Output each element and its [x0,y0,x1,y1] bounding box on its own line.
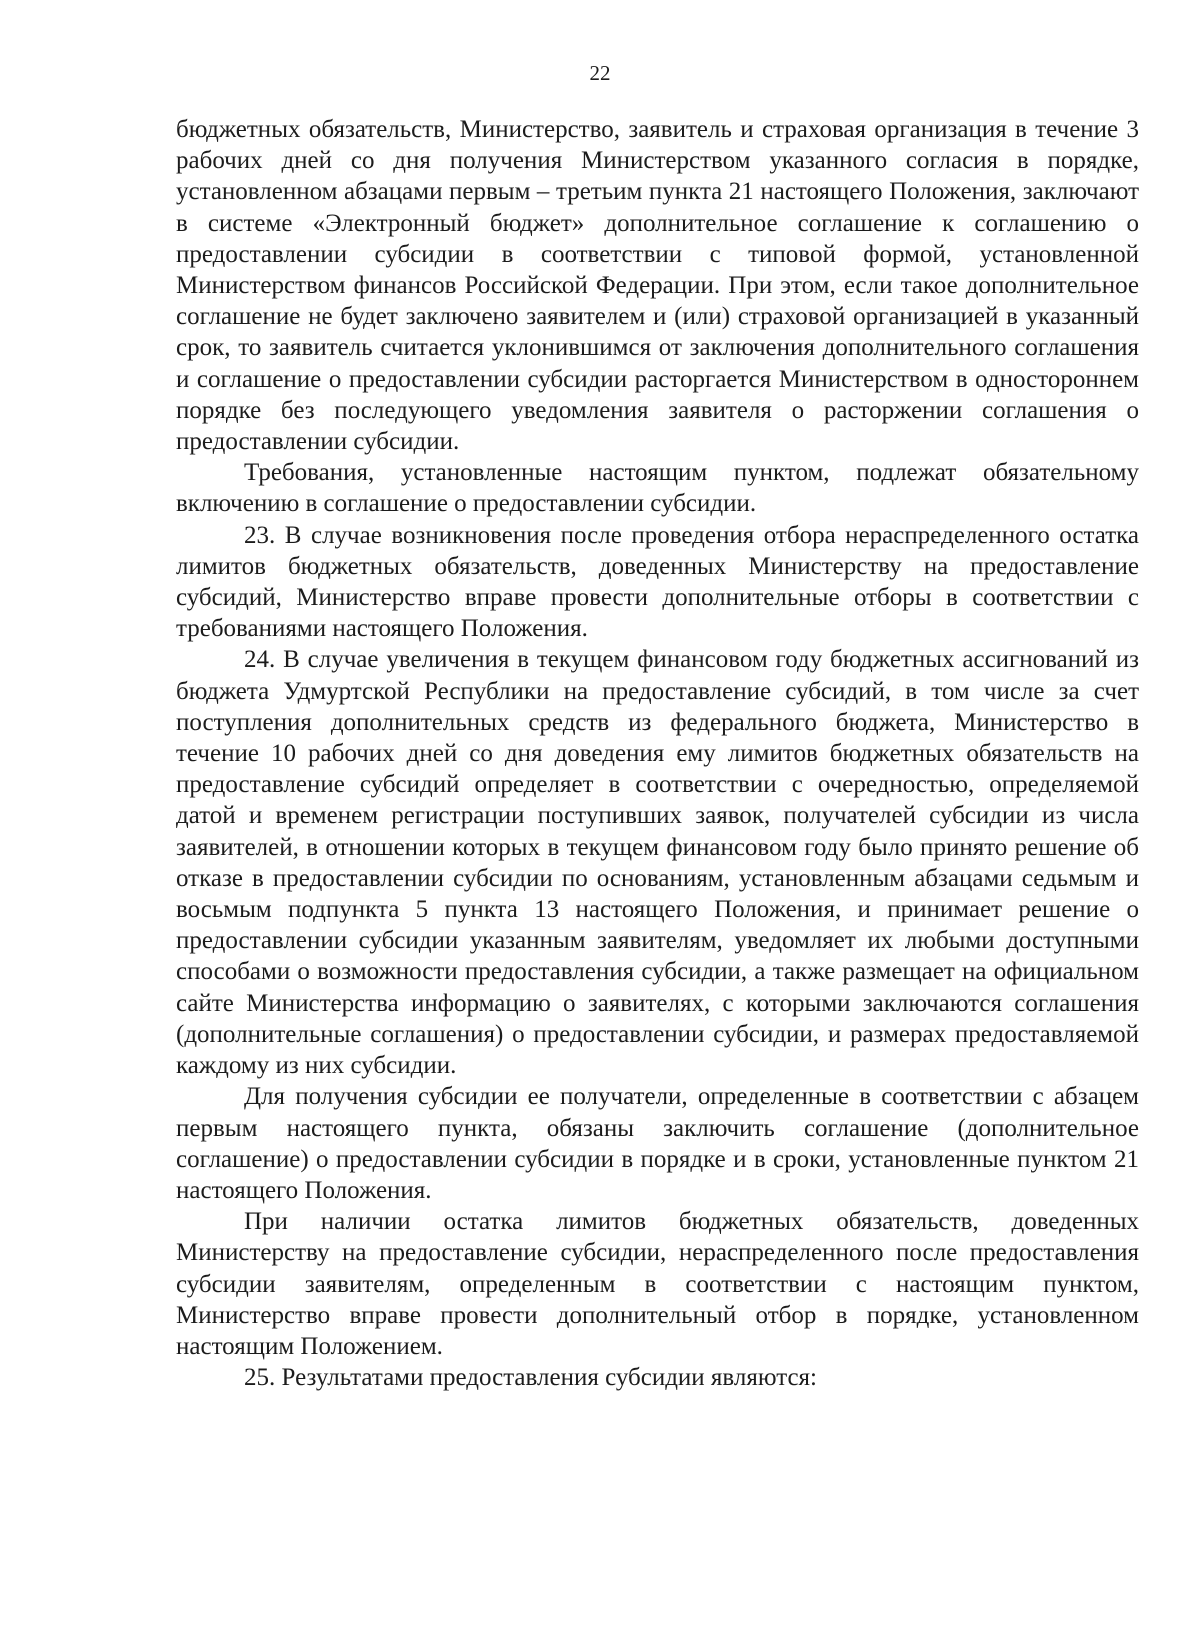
paragraph-continuation: бюджетных обязательств, Министерство, заявитель и страховая организация в течение 3 рабочих дней со дня получения Министерством указанного согласия в порядке, установленном абзацами первым – третьим пункта 21 настоящего Положения, заключают в системе «Электронный бюджет» дополнительное соглашение к соглашению о предоставлении субсидии в соответствии с типовой формой, установленной Министерством финансов Российской Федерации. При этом, если такое дополнительное соглашение не будет заключено заявителем и (или) страховой организацией в указанный срок, то заявитель считается уклонившимся от заключения дополнительного соглашения и соглашение о предоставлении субсидии расторгается Министерством в одностороннем порядке без последующего уведомления заявителя о расторжении соглашения о предоставлении субсидии. [176,116,1139,456]
paragraph-item-25: 25. Результатами предоставления субсидии являются: [244,1364,817,1392]
paragraph-item-23: 23. В случае возникновения после проведения отбора нераспределенного остатка лимитов бюджетных обязательств, доведенных Министерству на предоставление субсидий, Министерство вправе провести дополнительные отборы в соответствии с требованиями настоящего Положения. [176,521,1139,643]
paragraph-item-24: 24. В случае увеличения в текущем финансовом году бюджетных ассигнований из бюджета Удмуртской Республики на предоставление субсидий, в том числе за счет поступления дополнительных средств из федерального бюджета, Министерство в течение 10 рабочих дней со дня доведения ему лимитов бюджетных обязательств на предоставление субсидий определяет в соответствии с очередностью, определяемой датой и временем регистрации поступивших заявок, получателей субсидии из числа заявителей, в отношении которых в текущем финансовом году было принято решение об отказе в предоставлении субсидии по основаниям, установленным абзацами седьмым и восьмым подпункта 5 пункта 13 настоящего Положения, и принимает решение о предоставлении субсидии указанным заявителям, уведомляет их любыми доступными способами о возможности предоставления субсидии, а также размещает на официальном сайте Министерства информацию о заявителях, с которыми заключаются соглашения (дополнительные соглашения) о предоставлении субсидии, и размерах предоставляемой каждому из них субсидии. [176,646,1139,1080]
paragraph-subsidy-recipients: Для получения субсидии ее получатели, определенные в соответствии с абзацем первым настоящего пункта, обязаны заключить соглашение (дополнительное соглашение) о предоставлении субсидии в порядке и в сроки, установленные пунктом 21 настоящего Положения. [176,1083,1139,1204]
paragraph-remaining-limits: При наличии остатка лимитов бюджетных обязательств, доведенных Министерству на предоставление субсидии, нераспределенного после предоставления субсидии заявителям, определенным в соответствии с настоящим пунктом, Министерство вправе провести дополнительный отбор в порядке, установленном настоящим Положением. [176,1208,1139,1360]
page-number: 22 [589,61,611,85]
paragraph-requirements: Требования, установленные настоящим пунктом, подлежат обязательному включению в соглашение о предоставлении субсидии. [176,459,1139,518]
document-body [176,114,1139,1393]
